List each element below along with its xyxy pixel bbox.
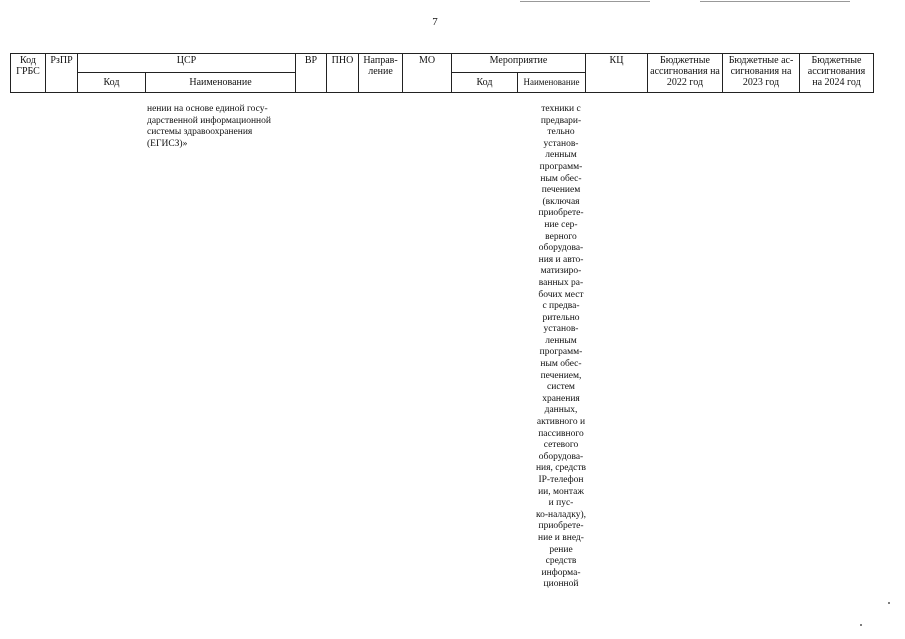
text-line: систем (547, 382, 575, 393)
text-line: печением, (540, 370, 582, 381)
col-vr: ВР (296, 54, 327, 93)
text-line: с предва- (542, 301, 580, 312)
text-line: бочих мест (538, 289, 584, 300)
text-line: дарственной информационной (147, 115, 271, 126)
col-csr-name: Наименование (146, 73, 296, 93)
text-line: средств (545, 556, 577, 567)
text-line: установ- (543, 324, 579, 335)
text-line: установ- (543, 138, 579, 149)
text-line: IP-телефон (538, 475, 584, 485)
scan-hairline (520, 1, 650, 2)
scan-speck (860, 624, 862, 626)
text-line: ко-наладку), (536, 509, 586, 520)
text-line: активного и (536, 417, 586, 428)
col-budget-2023: Бюджетные ас-сигнования на 2023 год (723, 54, 800, 93)
text-line: ным обес- (540, 173, 582, 184)
text-line: приобрете- (538, 208, 584, 219)
page-number: 7 (432, 16, 438, 28)
budget-table-header (10, 53, 874, 93)
text-line: нении на основе единой госу- (147, 104, 268, 114)
col-budget-2022: Бюджетные ассигнования на 2022 год (648, 54, 723, 93)
col-mo: МО (403, 54, 452, 93)
text-line: ии, монтаж (538, 486, 584, 497)
text-line: приобрете- (538, 521, 584, 532)
text-line: хранения (542, 393, 580, 404)
col-kod-grbs: Код ГРБС (11, 54, 46, 93)
meropriyatie-name-continuation (528, 104, 594, 591)
scan-hairline (700, 1, 850, 2)
text-line: верного (545, 231, 577, 242)
col-pno: ПНО (327, 54, 359, 93)
text-line: и пус- (548, 498, 574, 509)
text-line: тельно (547, 127, 575, 138)
text-line: ционной (543, 579, 579, 590)
text-line: сетевого (543, 440, 579, 451)
csr-name-continuation (147, 104, 293, 150)
text-line: рение (549, 544, 573, 555)
text-line: ленным (545, 150, 577, 161)
col-mer-name: Наименование (518, 73, 586, 93)
text-line: (включая (542, 196, 580, 207)
text-line: пассивного (538, 428, 584, 439)
col-csr-kod: Код (78, 73, 146, 93)
text-line: ным обес- (540, 359, 582, 370)
text-line: техники с (541, 104, 581, 114)
text-line: ние сер- (544, 219, 578, 230)
col-mer-kod: Код (452, 73, 518, 93)
text-line: программ- (539, 161, 583, 172)
text-line: (ЕГИСЗ)» (147, 138, 188, 149)
col-csr: ЦСР (78, 54, 296, 73)
text-line: ния и авто- (538, 254, 584, 265)
text-line: матизиро- (540, 266, 582, 277)
text-line: рительно (542, 312, 580, 323)
col-kc: КЦ (586, 54, 648, 93)
text-line: оборудова- (538, 243, 584, 254)
col-napravlenie: Направ-ление (359, 54, 403, 93)
text-line: программ- (539, 347, 583, 358)
text-line: оборудова- (538, 451, 584, 462)
col-rzpr: РзПР (46, 54, 78, 93)
text-line: ванных ра- (538, 277, 584, 288)
text-line: предвари- (540, 115, 582, 126)
text-line: информа- (541, 567, 581, 578)
col-budget-2024: Бюджетные ассигнования на 2024 год (800, 54, 874, 93)
scan-speck (888, 602, 890, 604)
text-line: печением (541, 185, 581, 196)
text-line: системы здравоохранения (147, 127, 253, 138)
text-line: ние и внед- (538, 532, 584, 543)
text-line: данных, (544, 405, 578, 416)
text-line: ния, средств (535, 463, 587, 474)
text-line: ленным (545, 335, 577, 346)
col-meropriyatie: Мероприятие (452, 54, 586, 73)
